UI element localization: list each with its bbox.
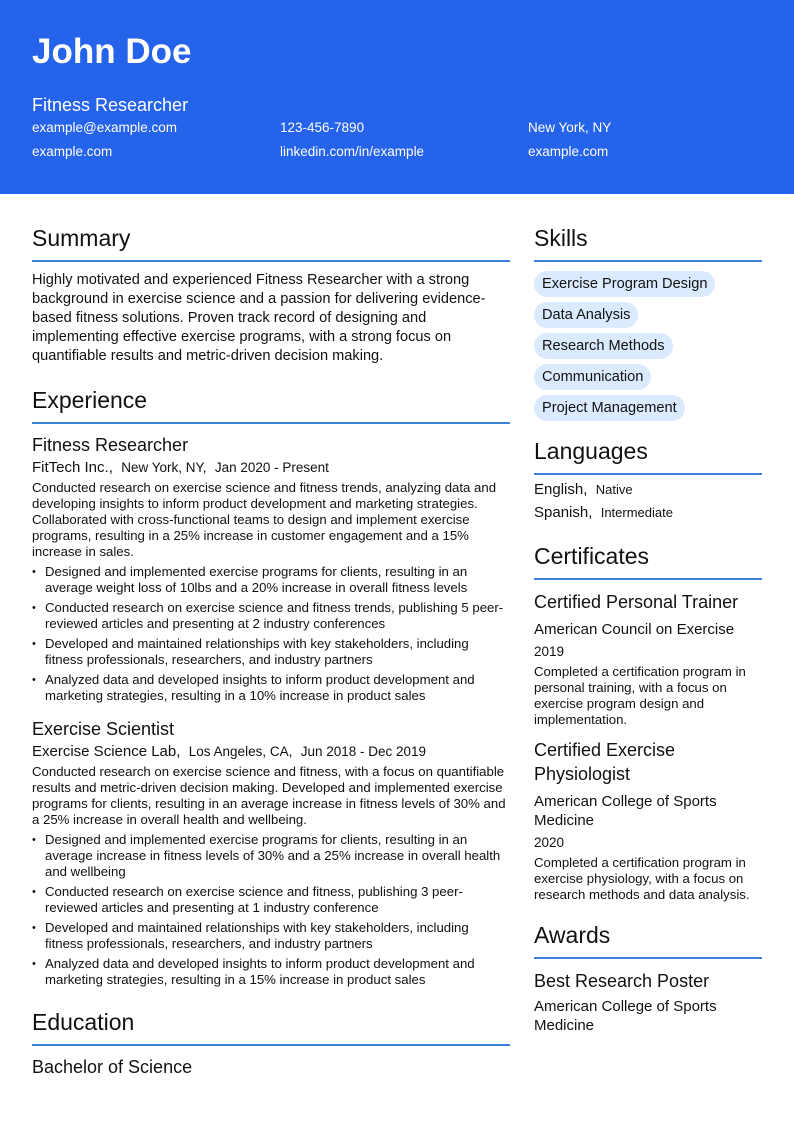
certificates-heading: Certificates [534, 542, 762, 580]
experience-heading: Experience [32, 386, 510, 424]
education-heading: Education [32, 1008, 510, 1046]
job-title: Exercise Scientist [32, 719, 175, 739]
contact-linkedin[interactable]: linkedin.com/in/example [280, 144, 425, 159]
language-item [534, 481, 762, 499]
summary-text: Highly motivated and experienced Fitness Researcher with a strong background in exercise science and a passion for delivering evidence-based fitness solutions. Proven track record of designing and implementing effective exercise programs, with a strong focus on quantifiable results and metric-driven decision making. [32, 272, 486, 364]
language-item [534, 504, 762, 522]
certificate-item [534, 738, 762, 903]
experience-item [32, 718, 510, 988]
job-meta [32, 743, 510, 761]
certificate-title: Certified Exercise Physiologist [534, 740, 676, 784]
certificate-year: 2020 [534, 835, 565, 850]
job-location: New York, NY, [121, 460, 207, 475]
contact-info [32, 120, 772, 160]
resume-body [0, 194, 794, 1078]
certificate-description: Completed a certification program in exercise physiology, with a focus on research methods and data analysis. [534, 855, 750, 902]
contact-location: New York, NY [528, 120, 612, 135]
skill-chip: Project Management [534, 395, 685, 421]
skill-chip: Communication [534, 364, 651, 390]
skills-list [534, 268, 762, 423]
contact-phone[interactable]: 123-456-7890 [280, 120, 365, 135]
right-column [534, 194, 762, 1078]
job-dates: Jun 2018 - Dec 2019 [300, 744, 427, 759]
achievement-item: • Developed and maintained relationships with key stakeholders, including fitness professionals, researchers, and industry partners [45, 920, 510, 952]
candidate-name: John Doe [32, 32, 192, 71]
language-level: Native [595, 482, 633, 497]
job-description: Conducted research on exercise science and fitness, with a focus on quantifiable results and metric-driven decision making. Developed and implemented exercise programs for clients, resulting in an average increase in fitness levels of 30% and a 25% increase in overall health and wellbeing. [32, 764, 506, 827]
experience-item [32, 434, 510, 704]
job-meta [32, 459, 510, 477]
certificate-title: Certified Personal Trainer [534, 592, 739, 612]
languages-heading: Languages [534, 437, 762, 475]
achievement-item: • Conducted research on exercise science and fitness trends, publishing 5 peer-reviewed articles and presenting at 2 industry conferences [45, 600, 510, 632]
achievement-item: • Developed and maintained relationships with key stakeholders, including fitness professionals, researchers, and industry partners [45, 636, 510, 668]
candidate-title: Fitness Researcher [32, 95, 189, 115]
language-level: Intermediate [600, 505, 673, 520]
contact-website-secondary[interactable]: example.com [528, 144, 609, 159]
language-name: English, [534, 481, 588, 498]
job-company: FitTech Inc., [32, 459, 113, 476]
job-dates: Jan 2020 - Present [214, 460, 329, 475]
skill-chip: Exercise Program Design [534, 271, 715, 297]
contact-email[interactable]: example@example.com [32, 120, 178, 135]
achievement-item: • Designed and implemented exercise programs for clients, resulting in an average increase in fitness levels of 30% and a 25% increase in overall health and wellbeing [45, 832, 510, 880]
achievement-item: • Designed and implemented exercise programs for clients, resulting in an average weight loss of 10lbs and a 20% increase in overall fitness levels [45, 564, 510, 596]
resume-header [0, 0, 794, 194]
skill-chip: Data Analysis [534, 302, 638, 328]
certificate-description: Completed a certification program in personal training, with a focus on exercise program design and implementation. [534, 664, 746, 727]
achievement-item: • Analyzed data and developed insights to inform product development and marketing strategies, resulting in a 15% increase in product sales [45, 956, 510, 988]
language-name: Spanish, [534, 504, 593, 521]
left-column [32, 194, 510, 1078]
job-achievements [32, 832, 510, 988]
certificate-item [534, 590, 762, 728]
job-description: Conducted research on exercise science and fitness trends, analyzing data and developing insights to inform product development and marketing strategies. Collaborated with cross-functional teams to design and implement exercise programs, resulting in a 25% increase in customer engagement and a 15% increase in sales. [32, 480, 497, 559]
skill-chip: Research Methods [534, 333, 673, 359]
achievement-item: • Conducted research on exercise science and fitness, publishing 3 peer-reviewed articles and presenting at 1 industry conference [45, 884, 510, 916]
job-title: Fitness Researcher [32, 435, 189, 455]
certificate-year: 2019 [534, 644, 565, 659]
award-org: American College of Sports Medicine [534, 998, 717, 1034]
summary-heading: Summary [32, 224, 510, 262]
awards-heading: Awards [534, 921, 762, 959]
education-degree: Bachelor of Science [32, 1057, 193, 1077]
certificate-org: American College of Sports Medicine [534, 793, 717, 829]
award-title: Best Research Poster [534, 971, 710, 991]
job-company: Exercise Science Lab, [32, 743, 181, 760]
languages-list [534, 481, 762, 522]
award-item [534, 969, 762, 1035]
contact-website[interactable]: example.com [32, 144, 113, 159]
job-location: Los Angeles, CA, [188, 744, 293, 759]
job-achievements [32, 564, 510, 704]
skills-heading: Skills [534, 224, 762, 262]
certificate-org: American Council on Exercise [534, 621, 735, 638]
achievement-item: • Analyzed data and developed insights to inform product development and marketing strategies, resulting in a 10% increase in product sales [45, 672, 510, 704]
